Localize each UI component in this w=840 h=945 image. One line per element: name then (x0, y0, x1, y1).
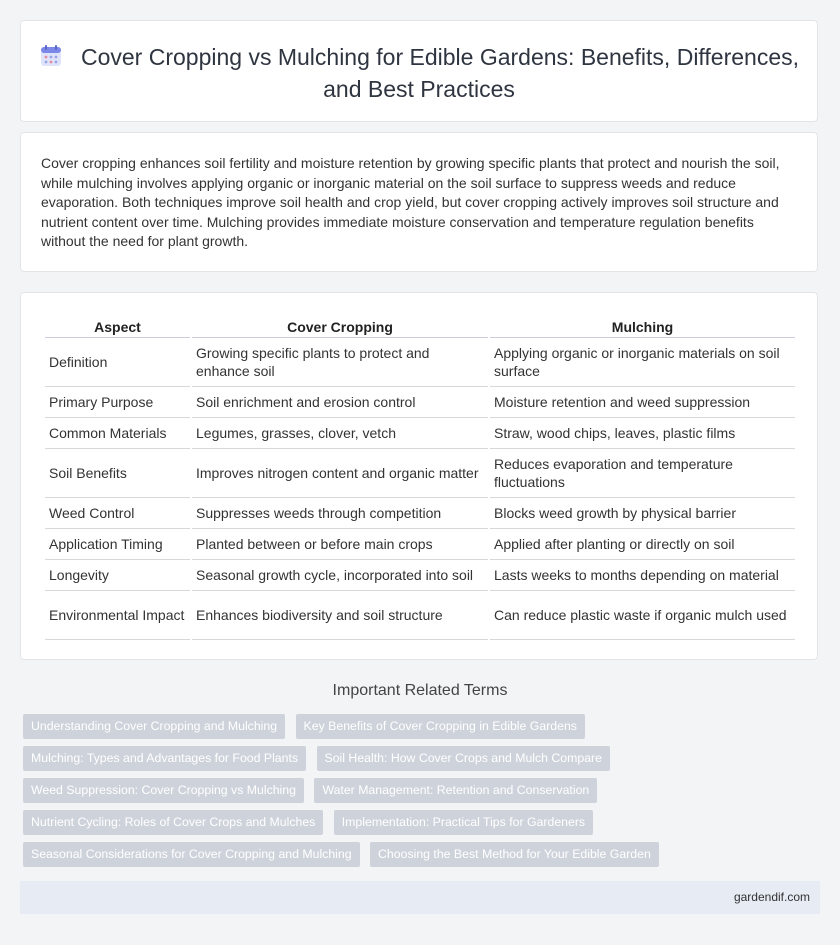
cell-aspect: Soil Benefits (45, 449, 190, 498)
header-cover-cropping: Cover Cropping (192, 315, 488, 338)
related-terms-title: Important Related Terms (332, 682, 508, 699)
table-row (45, 498, 795, 529)
cell-mulching: Straw, wood chips, leaves, plastic films (490, 418, 795, 449)
cell-aspect: Longevity (45, 560, 190, 591)
table-row (45, 418, 795, 449)
table-row (45, 560, 795, 591)
cell-cover-cropping: Planted between or before main crops (192, 529, 488, 560)
related-term-link[interactable]: Weed Suppression: Cover Cropping vs Mulching (23, 778, 304, 803)
cell-mulching: Blocks weed growth by physical barrier (490, 498, 795, 529)
cell-cover-cropping: Seasonal growth cycle, incorporated into soil (192, 560, 488, 591)
footer-site-link[interactable]: gardendif.com (733, 890, 810, 904)
table-row (45, 529, 795, 560)
cell-cover-cropping: Suppresses weeds through competition (192, 498, 488, 529)
calendar-icon (39, 44, 63, 75)
related-term-link[interactable]: Implementation: Practical Tips for Gardeners (334, 810, 593, 835)
cell-cover-cropping: Legumes, grasses, clover, vetch (192, 418, 488, 449)
cell-mulching: Reduces evaporation and temperature fluctuations (490, 449, 795, 498)
cell-mulching: Applying organic or inorganic materials on soil surface (490, 338, 795, 387)
cell-cover-cropping: Growing specific plants to protect and enhance soil (192, 338, 488, 387)
related-term-link[interactable]: Water Management: Retention and Conservation (314, 778, 597, 803)
summary-text: Cover cropping enhances soil fertility and moisture retention by growing specific plants that protect and nourish the soil, while mulching involves applying organic or inorganic material on the soil surface to suppress weeds and reduce evaporation. Both techniques improve soil health and crop yield, but cover cropping actively improves soil structure and nutrient content over time. Mulching provides immediate moisture conservation and temperature regulation benefits without the need for plant growth. (41, 155, 780, 249)
related-term-link[interactable]: Choosing the Best Method for Your Edible Garden (370, 842, 659, 867)
cell-cover-cropping: Soil enrichment and erosion control (192, 387, 488, 418)
comparison-table (43, 315, 797, 640)
cell-mulching: Can reduce plastic waste if organic mulch used (490, 591, 795, 640)
related-term-link[interactable]: Nutrient Cycling: Roles of Cover Crops and Mulches (23, 810, 323, 835)
table-header-row (45, 315, 795, 338)
related-term-link[interactable]: Understanding Cover Cropping and Mulching (23, 714, 285, 739)
comparison-table-card (20, 292, 818, 660)
related-term-link[interactable]: Soil Health: How Cover Crops and Mulch Compare (317, 746, 610, 771)
footer (20, 881, 820, 914)
cell-mulching: Applied after planting or directly on soil (490, 529, 795, 560)
related-term-link[interactable]: Key Benefits of Cover Cropping in Edible Gardens (296, 714, 585, 739)
summary-card (20, 132, 818, 272)
title-card (20, 20, 818, 122)
cell-cover-cropping: Enhances biodiversity and soil structure (192, 591, 488, 640)
cell-cover-cropping: Improves nitrogen content and organic matter (192, 449, 488, 498)
page-title: Cover Cropping vs Mulching for Edible Gardens: Benefits, Differences, and Best Practices (80, 44, 800, 102)
page-title-wrap (21, 43, 817, 104)
table-row (45, 449, 795, 498)
cell-mulching: Lasts weeks to months depending on material (490, 560, 795, 591)
related-terms-list (23, 714, 813, 874)
cell-aspect: Primary Purpose (45, 387, 190, 418)
cell-aspect: Environmental Impact (45, 591, 190, 640)
cell-aspect: Weed Control (45, 498, 190, 529)
header-aspect: Aspect (45, 315, 190, 338)
table-row (45, 591, 795, 640)
related-term-link[interactable]: Seasonal Considerations for Cover Cropping and Mulching (23, 842, 360, 867)
cell-mulching: Moisture retention and weed suppression (490, 387, 795, 418)
cell-aspect: Common Materials (45, 418, 190, 449)
header-mulching: Mulching (490, 315, 795, 338)
table-row (45, 387, 795, 418)
table-row (45, 338, 795, 387)
related-term-link[interactable]: Mulching: Types and Advantages for Food Plants (23, 746, 306, 771)
cell-aspect: Definition (45, 338, 190, 387)
cell-aspect: Application Timing (45, 529, 190, 560)
